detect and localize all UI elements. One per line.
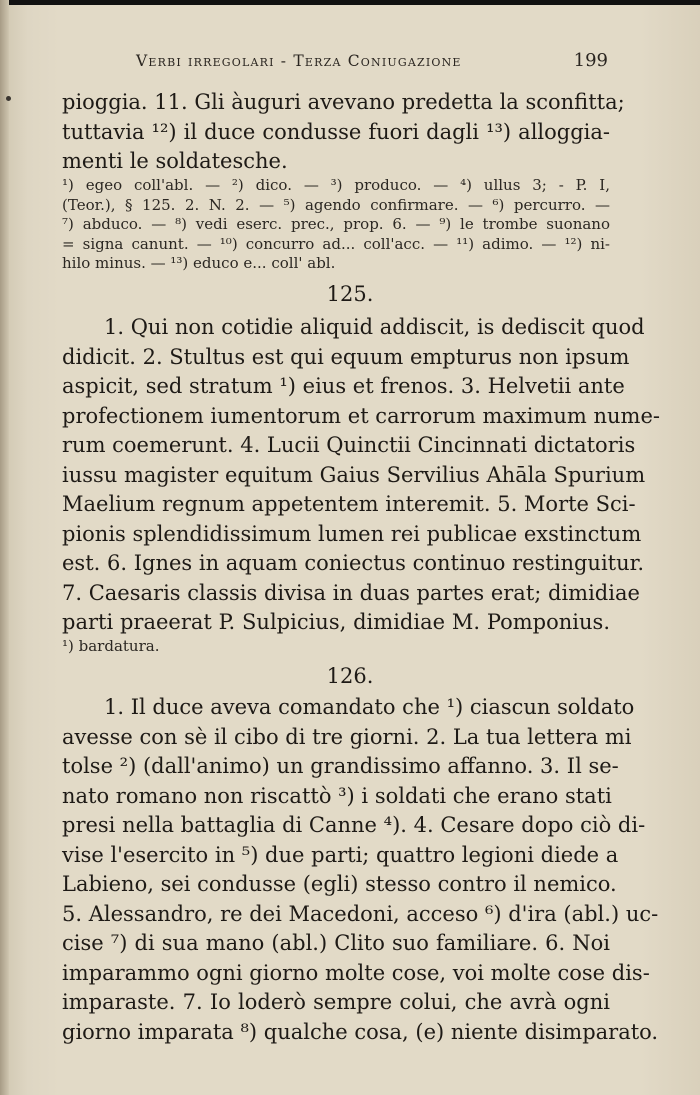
- text-line: 7. Caesaris classis divisa in duas partes erat; dimidiae: [62, 580, 640, 605]
- footnote-line: hilo minus. — ¹³) educo e... coll' abl.: [62, 254, 336, 272]
- running-header: [62, 50, 610, 76]
- text-line: tolse ²) (dall'animo) un grandissimo affanno. 3. Il se-: [62, 754, 619, 778]
- exercise-124-continuation: [62, 88, 625, 177]
- text-line: imparaste. 7. Io loderò sempre colui, che avrà ogni: [62, 990, 610, 1014]
- text-line: pionis splendidissimum lumen rei publicae exstinctum: [62, 521, 642, 546]
- exercise-125-body: [62, 313, 660, 638]
- footnote-line: (Teor.), § 125. 2. N. 2. — ⁵) agendo confirmare. — ⁶) percurro. —: [62, 195, 610, 214]
- text-line: est. 6. Ignes in aquam coniectus continuo restinguitur.: [62, 551, 645, 575]
- text-line: rum coemerunt. 4. Lucii Quinctii Cincinnati dictatoris: [62, 433, 636, 457]
- exercise-126-number: 126.: [326, 664, 374, 688]
- text-line: tuttavia ¹²) il duce condusse fuori dagli ¹³) alloggia-: [62, 119, 610, 144]
- footnotes-124: [62, 176, 610, 274]
- footnote-line: = signa canunt. — ¹⁰) concurro ad... coll'acc. — ¹¹) adimo. — ¹²) ni-: [62, 234, 610, 253]
- text-line: menti le soldatesche.: [62, 149, 288, 173]
- text-line: 5. Alessandro, re dei Macedoni, acceso ⁶) d'ira (abl.) uc-: [62, 901, 659, 926]
- text-line: nato romano non riscattò ³) i soldati che erano stati: [62, 783, 612, 808]
- text-line: giorno imparata ⁸) qualche cosa, (e) niente disimparato.: [62, 1019, 659, 1044]
- margin-mark: [6, 96, 11, 101]
- text-line: profectionem iumentorum et carrorum maximum nume-: [62, 403, 660, 428]
- exercise-125-number: 125.: [326, 282, 374, 306]
- text-line: 1. Il duce aveva comandato che ¹) ciascun soldato: [104, 695, 635, 719]
- text-line: vise l'esercito in ⁵) due parti; quattro legioni diede a: [62, 842, 619, 867]
- text-line: parti praeerat P. Sulpicius, dimidiae M. Pomponius.: [62, 610, 610, 634]
- text-line: presi nella battaglia di Canne ⁴). 4. Cesare dopo ciò di-: [62, 813, 646, 837]
- text-line: Maelium regnum appetentem interemit. 5. Morte Sci-: [62, 492, 636, 516]
- running-title: Verbi irregolari - Terza Coniugazione: [136, 52, 462, 70]
- text-line: Labieno, sei condusse (egli) stesso contro il nemico.: [62, 872, 617, 896]
- text-line: 1. Qui non cotidie aliquid addiscit, is dediscit quod: [104, 315, 645, 339]
- text-line: iussu magister equitum Gaius Servilius Ahāla Spurium: [62, 462, 646, 487]
- page-top-edge: [0, 0, 700, 5]
- text-line: aspicit, sed stratum ¹) eius et frenos. 3. Helvetii ante: [62, 374, 625, 398]
- footnote-line: ¹) bardatura.: [62, 637, 160, 655]
- footnote-125: [62, 637, 610, 657]
- exercise-126-body: [62, 693, 659, 1047]
- text-line: imparammo ogni giorno molte cose, voi molte cose dis-: [62, 960, 650, 985]
- text-line: pioggia. 11. Gli àuguri avevano predetta la sconfitta;: [62, 90, 625, 114]
- text-line: avesse con sè il cibo di tre giorni. 2. La tua lettera mi: [62, 724, 632, 749]
- footnote-line: ¹) egeo coll'abl. — ²) dico. — ³) produco. — ⁴) ullus 3; - P. I,: [62, 176, 610, 194]
- text-line: didicit. 2. Stultus est qui equum empturus non ipsum: [62, 344, 630, 369]
- page-spine-shadow: [0, 0, 9, 1095]
- page-number: 199: [573, 50, 608, 71]
- text-line: cise ⁷) di sua mano (abl.) Clito suo familiare. 6. Noi: [62, 931, 610, 955]
- footnote-line: ⁷) abduco. — ⁸) vedi eserc. prec., prop. 6. — ⁹) le trombe suonano: [62, 215, 610, 233]
